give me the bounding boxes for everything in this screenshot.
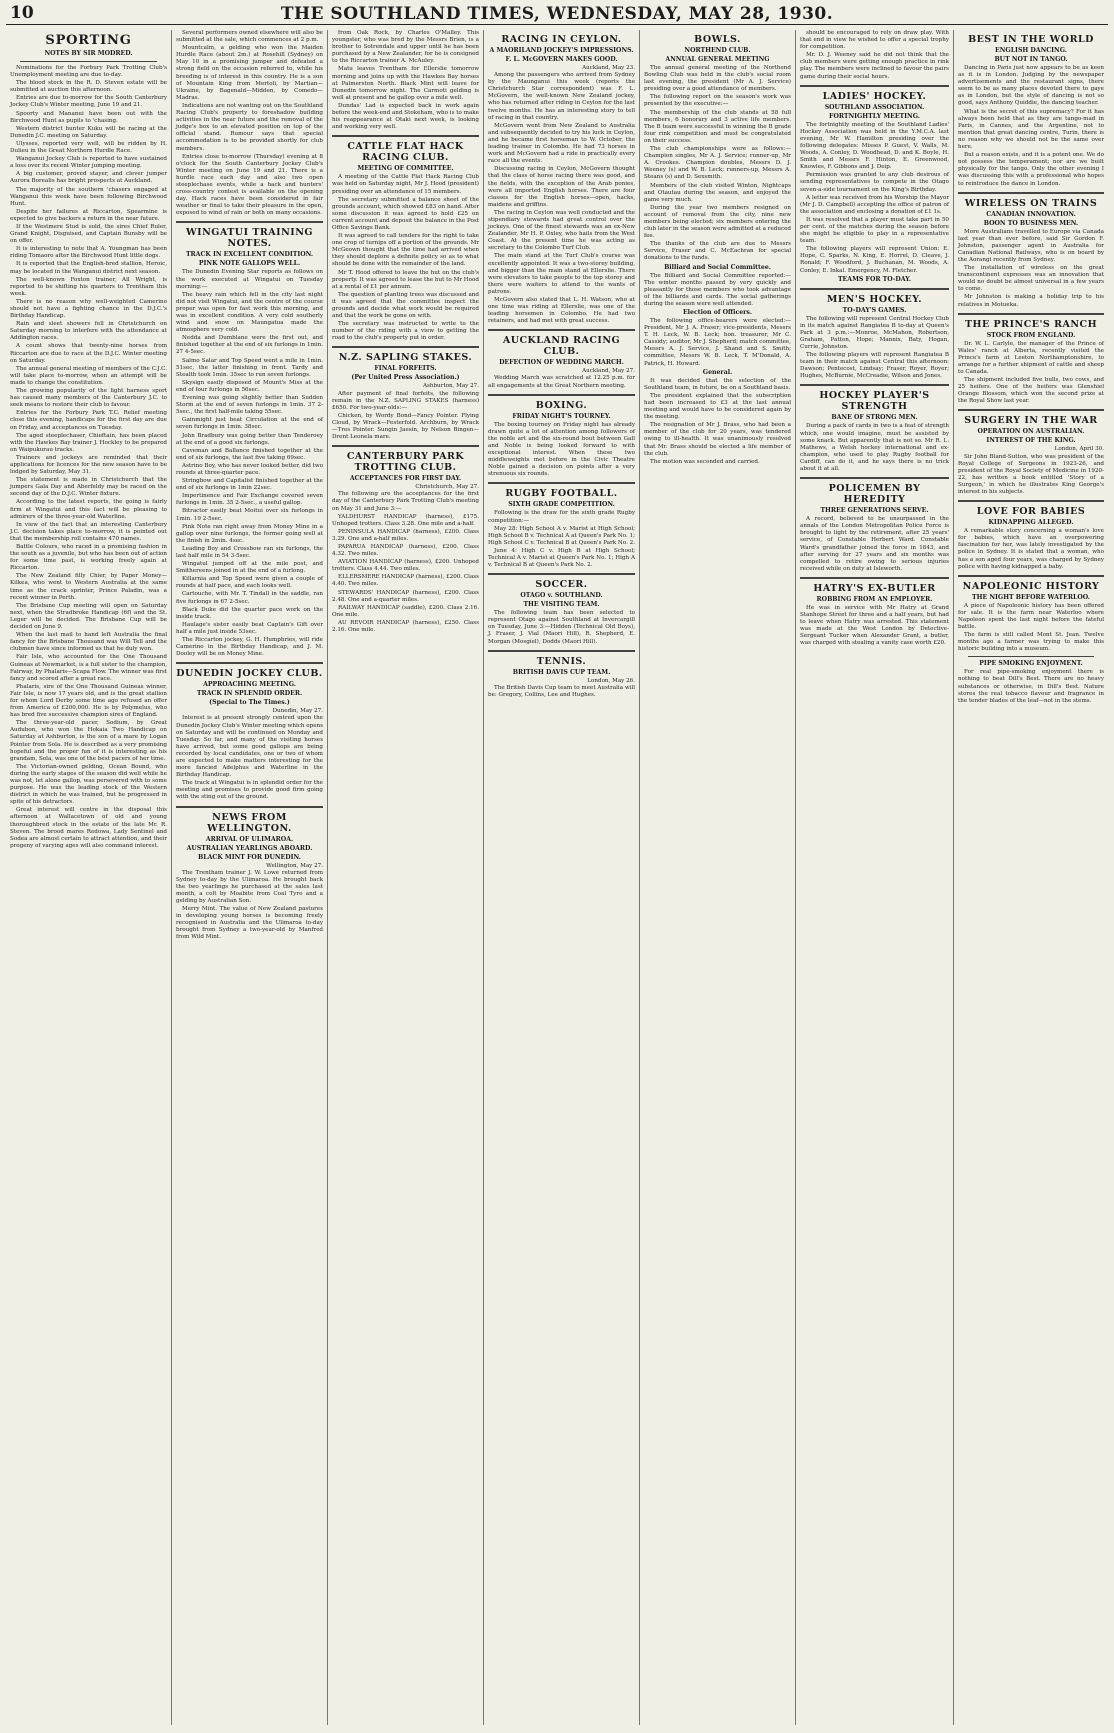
paragraph: Cartouche, with Mr. T. Tindall in the saddle, ran five furlongs in 67 2-5sec.: [176, 591, 323, 605]
paragraph: The question of planting trees was discussed and it was agreed that the committee inspect the grounds and decide what work would be required and that the work be gone on with.: [332, 291, 479, 320]
article-body: [332, 391, 479, 442]
dateline: Dunedin, May 27.: [272, 708, 323, 715]
subhead: THREE GENERATIONS SERVE.: [820, 507, 929, 515]
subhead: APPROACHING MEETING.: [203, 681, 296, 689]
subhead: OPERATION ON AUSTRALIAN.: [977, 428, 1085, 436]
subhead: ENGLISH DANCING.: [995, 47, 1067, 54]
paragraph: Battle Colours, who raced in a promising fashion in the south as a juvenile, but who has been out of action for some time past, is working freely again at Riccarton.: [10, 544, 167, 572]
paragraph: Nedda and Dumblane were the first out, and finished together at the end of six furlongs in 1min. 27 4-5sec.: [176, 335, 323, 356]
article-body: [488, 72, 635, 325]
paragraph: The following team has been selected to represent Otago against Southland at Invercargill on Tuesday, June 3:—Hidden (Technical Old Boys), J. Fraser, J. Vial (Maori Hill), R. Shepherd, E. Morgan (Mosgiel), Dodds (Maori Hill).: [488, 610, 635, 645]
column-4: [484, 30, 640, 1725]
dateline: London, April 30.: [1054, 446, 1104, 453]
subhead: F. L. McGOVERN MAKES GOOD.: [505, 56, 618, 63]
subhead: ARRIVAL OF ULIMAROA.: [205, 835, 294, 843]
paragraph: The track at Wingatui is in splendid order for the meeting and promises to provide good firm going with the sting out of the ground.: [176, 780, 323, 801]
headline-dunedin: DUNEDIN JOCKEY CLUB.: [176, 668, 323, 680]
paragraph: May 28: High School A v. Marist at High School; High School B v. Technical A at Queen's Park No. 1; High School C v. Technical B at Queen's Park No. 2.: [488, 525, 635, 546]
special-note: (Special to The Times.): [209, 699, 290, 707]
paragraph: AU REVOIR HANDICAP (harness), £250. Class 2.16. One mile.: [332, 619, 479, 633]
subhead: TRACK IN EXCELLENT CONDITION.: [185, 251, 314, 259]
dateline: Auckland, May 23.: [582, 65, 635, 71]
paragraph: The following are the acceptances for the first day of the Canterbury Park Trotting Club's meeting on May 31 and June 3:—: [332, 491, 479, 512]
subhead: TEAMS FOR TO-DAY.: [837, 275, 912, 283]
paragraph: John Bradbury was going better than Tenderoey at the end of a good six furlongs.: [176, 432, 323, 446]
article-body: [958, 454, 1104, 497]
subhead: DEFECTION OF WEDDING MARCH.: [499, 359, 624, 367]
paragraph: There is no reason why well-weighted Camerino should not have a fighting chance in the D.J.C.'s Birthday Handicap.: [10, 298, 167, 320]
paragraph: According to the latest reports, the going is fairly firm at Wingatui and this fact will be pleasing to admirers of the three-year-old Waterline.: [10, 499, 167, 520]
paragraph: If the Westmere Stud is sold, the sires Chief Ruler, Grand Knight, Disguised, and Captain Bunsby will be on offer.: [10, 223, 167, 245]
paragraph: It was resolved that a player must take part in 50 per cent. of the matches during the season before she might be eligible to play in a representative team.: [800, 216, 949, 245]
paragraph: The New Zealand filly Chier, by Paper Money—Kilkea, who went to Western Australia at the same time as the crack sprinter, Prince Paladin, was a recent winner in Perth.: [10, 573, 167, 601]
paragraph: Astrino Boy, who has never looked better, did two rounds at three-quarter pace.: [176, 462, 323, 476]
paragraph: from Oak Rock, by Charles O'Malley. This youngster, who was bred by the Messrs Brien, is a brother to Sotrendale and upper until he has been purchased by a New Zealander, for he is consigned to the Riccarton trainer A. McAuley.: [332, 30, 479, 65]
paragraph: Evening was going slightly better than Sudden Storm at the end of seven furlongs in 1min. 37 2-5sec., the first half-mile taking 55sec.: [176, 395, 323, 416]
article-body: [644, 65, 791, 263]
paragraph: It was agreed to call tenders for the right to take one crop of turnips off a portion of the grounds. Mr McGeown thought that the time had arrived when they should deplore a definite policy so as to what should be done with the remainder of the land.: [332, 233, 479, 268]
byline: NOTES BY SIR MODRED.: [44, 50, 133, 57]
subhead: TO-DAY'S GAMES.: [842, 306, 907, 314]
paragraph: STEWARDS' HANDICAP (harness), £200. Class 2.48. One and a-quarter miles.: [332, 589, 479, 603]
subhead: NORTHEND CLUB.: [684, 47, 751, 54]
column-1: [6, 30, 172, 1725]
article-body: [958, 229, 1104, 309]
column-6: [796, 30, 954, 1725]
headline-best-in-world: BEST IN THE WORLD: [968, 34, 1094, 45]
paragraph: The majority of the southern 'chasers engaged at Wanganui this week have been following Birchwood Hunt.: [10, 186, 167, 207]
headline-love-for-babies: LOVE FOR BABIES: [976, 506, 1086, 518]
paragraph: Fair Isle, who accounted for the One Thousand Guineas at Newmarket, is a full sister to the champion, Fairway, by Phalaris—Scapa Flow. The winner was first fancy and scored after a great race.: [10, 654, 167, 682]
subhead: TRACK IN SPLENDID ORDER.: [196, 690, 303, 698]
article-body: [800, 423, 949, 473]
column-5: [640, 30, 796, 1725]
paragraph: Leading Boy and Crossbow ran six furlongs, the last half mile in 54 3-5sec.: [176, 545, 323, 559]
paragraph: Dancing in Paris just now appears to be as keen as it is in London. Judging by the newspaper advertisements and the restaurant signs, there seem to be as many places devoted there to gaye as in London, but the style of dancing is not so good, says Anthony Quiddie, the dancing teacher.: [958, 65, 1104, 107]
article-body: [488, 510, 635, 569]
paragraph: Black Duke did the quarter pace work on the inside track.: [176, 606, 323, 620]
divider: [800, 384, 949, 386]
paragraph: The aged steeplechaser, Chieftain, has been placed with the Hawkes Bay trainer J. Hockley to be prepared on Waipukurau tracks.: [10, 432, 167, 453]
divider: [176, 221, 323, 223]
section-heading-sporting: SPORTING: [45, 33, 132, 48]
paragraph: The following office-bearers were elected:—President, Mr J. A. Fraser; vice-presidents, Messrs T. H. Leck, W. B. Leck; hon. treasurer, Mr C. Cassidy; auditor, Mr J. Shepherd; match committee, Messrs A. J. Service, J. Shand and S. Smith; committee, Messrs W. B. Leck, T. M'Donald, A. Patrick, H. Howard.: [644, 318, 791, 367]
advert-body: [958, 669, 1104, 704]
paragraph: The resignation of Mr J. Brass, who had been a member of the club for 20 years, was tendered owing to ill-health. It was unanimously resolved that Mr. Brass should be elected a life member of the club.: [644, 422, 791, 457]
paragraph: PAPARUA HANDICAP (harness), £200. Class 4.32. Two miles.: [332, 543, 479, 558]
paragraph: Nominations for the Forbury Park Trotting Club's Unemployment meeting are due to-day.: [10, 65, 167, 79]
paragraph: Gainmight just beat Circulation at the end of seven furlongs in 1min. 38sec.: [176, 417, 323, 431]
paragraph: Western district hunter Kuku will be racing at the Dunedin J.C. meeting on Saturday.: [10, 125, 167, 139]
article-body: [644, 318, 791, 368]
paragraph: Following is the draw for the sixth grade Rugby competition:—: [488, 510, 635, 524]
subhead: ACCEPTANCES FOR FIRST DAY.: [349, 475, 462, 483]
article-body: [958, 65, 1104, 188]
paragraph: Caveman and Ballance finished together at the end of six furlongs, the last five taking 69sec.: [176, 447, 323, 461]
page-number: 10: [10, 3, 34, 23]
paragraph: When the last mail to hand left Australia the final fancy for the Brisbane Thousand was Will Tell and the clubmen have since informed us that he duly won.: [10, 632, 167, 653]
paragraph: Spoorty and Mananui have been out with the Birchwood Hunt as pupils to 'chasing.: [10, 110, 167, 124]
paragraph: A meeting of the Cattle Flat Hack Racing Club was held on Saturday night, Mr J. Hood (president) presiding over an attendance of 15 members.: [332, 174, 479, 195]
paragraph: Impertinence and Fair Exchange covered seven furlongs in 1min. 35 2-5sec., a useful gallop.: [176, 493, 323, 507]
article-body: [958, 528, 1104, 571]
article-body: [488, 685, 635, 699]
press-note: (Per United Press Association.): [351, 374, 460, 382]
paragraph: During the year two members resigned on account of removal from the city, nine new members being elected; six members entering the club later in the season were admitted at a reduced fee.: [644, 204, 791, 240]
paragraph: McGovern also stated that L. H. Watson, who at one time was riding at Ellerslie, was one of the leading horsemen in Colombo. He had two retainers, and had met with great success.: [488, 297, 635, 325]
paragraph: Among the passengers who arrived from Sydney by the Maunganui this week (reports the Christchurch Star correspondent) was F. L. McGovern, the well-known New Zealand jockey, who has returned after riding in Ceylon for the last twelve months. He has an interesting story to tell of racing in that country.: [488, 72, 635, 121]
paragraph: What is the secret of this supremacy? For it has always been held that as they are tango-mad in Paris, in Cannes, and the Argentine, not to mention that great dancing centre, Turin, there is no reason why we should not be the same over here.: [958, 108, 1104, 151]
paragraph: Dr. W. L. Carlyle, the manager of the Prince of Wales' ranch at Alberta, recently visited the Prince's farm at Leeton Northamptonshire, to arrange for a further shipment of cattle and sheep to Canada.: [958, 340, 1104, 375]
article-body: [800, 30, 949, 81]
divider: [20, 61, 157, 62]
paragraph: The three-year-old pacer, Sodium, by Great Audubon, who won the Hokaia Two Handicap on Saturday at Ashburton, is the son of a mare by Logan Pointer from Sola. He is described as a very promising hopeful and the proper fun of it is interesting as his grandam, Sola, was one of the best pacers of her time.: [10, 720, 167, 762]
headline-rugby: RUGBY FOOTBALL.: [505, 488, 618, 500]
article-body: [332, 174, 479, 342]
headline-soccer: SOCCER.: [535, 579, 588, 591]
paragraph: The following players will represent Union: E. Hope, C. Sparks, N. King, E. Horrel, D. Cleave, J. Ronald; F. Woodford, J. Buchanan, M. Woods, A. Conley, E. Inkal. Emergency, M. Fletcher.: [800, 246, 949, 274]
paragraph: The secretary submitted a balance sheet of the grounds account, which showed £83 on hand. After some discussion it was agreed to hold £25 on current account and deposit the balance in the Post Office Savings Bank.: [332, 196, 479, 231]
divider: [800, 85, 949, 87]
paragraph: The membership of the club stands at 58 full members, 6 honorary and 3 active life members. The B team were successful in winning the B grade four rink competition and must be congratulated on their success.: [644, 109, 791, 144]
paragraph: The following players will represent Rangiatea B team in their match against Central this afternoon: Dawson; Pentecost, Lindsay; Fraser, Royer, Royer; Hughes, McBurnie, McCreadie, Wilson and Jones.: [800, 352, 949, 380]
divider: [488, 650, 635, 652]
paragraph: After payment of final forfeits, the following remain in the N.Z. SAPLING STAKES (harness) £650. For two-year-olds:—: [332, 390, 479, 411]
column-3: [328, 30, 484, 1725]
headline-auckland-racing: AUCKLAND RACING CLUB.: [502, 335, 621, 358]
article-body: [176, 870, 323, 942]
headline-hockey-strength: HOCKEY PLAYER'S STRENGTH: [819, 390, 930, 413]
paragraph: The British Davis Cup team to meet Australia will be: Gregory, Collins, Lee and Hughes.: [488, 684, 635, 698]
paragraph: Rain and sleet showers fell in Christchurch on Saturday morning to interfere with the attendance at Addington races.: [10, 321, 167, 342]
paragraph: More Australians travelled to Europe via Canada last year than ever before, said Sir Gordon F. Johnston, passenger agent in Australia for Canadian National Railways, who is on board by the Aorangi recently from Sydney.: [958, 228, 1104, 263]
paragraph: Chicken, by Wordy Bond—Fancy Pointer. Flying Cloud, by Wrack—Festerfold. Archburn, by Wrack—Tres Pointer. Sungin Jaesin, by Nelson Bingen—Drent Leonela mare.: [332, 412, 479, 441]
article-body: [800, 122, 949, 275]
article-body: [488, 422, 635, 479]
divider: [800, 577, 949, 579]
paragraph: The installation of wireless on the great transcontinent expresses was an innovation that would no doubt be almost universal in a few years to come.: [958, 265, 1104, 293]
divider: [958, 575, 1104, 577]
subhead: Billiard and Social Committee.: [664, 263, 771, 271]
subhead: General.: [702, 368, 733, 376]
paragraph: Entries for the Forbury Park T.C. Relief meeting close this evening, handicaps for the first day are due on Friday, and acceptances on Tuesday.: [10, 410, 167, 431]
paragraph: McGovern went from New Zealand to Australia and subsequently decided to try his luck in Ceylon, and he became first horseman to W. October, the leading trainer in Colombo. He had 73 horses in work and McGovern had a ride in practically every race all the events.: [488, 122, 635, 165]
column-7: [954, 30, 1108, 1725]
paragraph: The blood stock in the R. D. Steven estate will be submitted at auction this afternoon.: [10, 80, 167, 94]
paragraph: The motion was seconded and carried.: [650, 458, 760, 465]
article-body: [332, 30, 479, 131]
paragraph: The annual general meeting of the Northend Bowling Club was held in the club's social room last evening, the president (Mr A. J. Service) presiding over a good attendance of members.: [644, 65, 791, 93]
headline-surgery: SURGERY IN THE WAR: [964, 415, 1098, 427]
article-body: [958, 603, 1104, 654]
headline-sapling-stakes: N.Z. SAPLING STAKES.: [338, 352, 473, 364]
subhead: BRITISH DAVIS CUP TEAM.: [512, 668, 611, 676]
paragraph: The heavy rain which fell in the city last night did not visit Wingatui, and the centre of the course proper was open for fast work this morning, and was in excellent condition. A very cold southerly wind and snow on Maungatua made the atmosphere very cold.: [176, 291, 323, 334]
paragraph: The annual general meeting of members of the C.J.C. will take place to-morrow, when an attempt will be made to change the constitution.: [10, 365, 167, 386]
article-body: [800, 605, 949, 648]
paragraph: Wingatul jumped off at the mile post, and Smithereens joined in at the end of a furlong.: [176, 561, 323, 575]
divider: [176, 806, 323, 808]
paragraph: June 4: High C v. High B at High School; Technical A v. Marist at Queen's Park No. 1; High A v. Technical B at Queen's Park No. 2.: [488, 547, 635, 569]
paragraph: The secretary was instructed to write to the number of the riding with a view to getting the road to the club's property put in order.: [332, 321, 479, 342]
subhead: BOON TO BUSINESS MEN.: [983, 219, 1079, 227]
paragraph: The shipment included five bulls, two cows, and 25 heifers. One of the heifers was Glenshiel Orange Blossom, which won the second prize at the Royal Show last year.: [958, 377, 1104, 405]
paragraph: should be encouraged to rely on draw play. With that end in view he wished to offer a special trophy for competition.: [800, 30, 949, 51]
paragraph: Phalaris, sire of the One Thousand Guineas winner, Fair Isle, is now 17 years old, and is the great stallion for whom Lord Derby some time ago refused an offer from America of £200,000. He is by Polymelus, who has bred five successive champion sires of England.: [10, 683, 167, 719]
paragraph: A big customer, proved stayer, and clever jumper Aurora Borealis has bright prospects at Auckland.: [10, 171, 167, 185]
paragraph: Wedding March was scratched at 12.25 p.m. for all engagements at the Great Northern meeting.: [488, 375, 635, 389]
divider: [332, 346, 479, 348]
paragraph: Mountcalm, a gelding who won the Maiden Hurdle Race (about 2m.) at Rosehill (Sydney) on May 10 in a promising jumper and defeated a strong field on the occasion referred to, while his breeding is of interest in this country. He is a son of Mountain King from Mertoli, by Martian—Ukraine, by Bagenald—Midden, by Comedo—Madras.: [176, 45, 323, 101]
masthead: [6, 2, 1108, 25]
paragraph: Wanganui Jockey Club is reported to have sustained a loss over its recent Winter jumping meeting.: [10, 156, 167, 170]
dateline: Auckland, May 27.: [582, 368, 635, 375]
paragraph: RAILWAY HANDICAP (saddle), £200. Class 2.16. One mile.: [332, 604, 479, 618]
paragraph: A record, believed to be unsurpassed in the annals of the London Metropolitan Police Force is brought to light by the retirement, after 25 years' service, of Constable Herbert Ward. Constable Ward's grandfather joined the force in 1843, and after serving for 27 years and six months was compelled to retire owing to serious injuries received while on duty at Isleworth.: [800, 516, 949, 572]
paragraph: Entries close to-morrow (Thursday) evening at 8 o'clock for the South Canterbury Jockey Club's Winter meeting on June 19 and 21. There is a hurdle race each day and also two open steeplechase events, while a hack and hunters' cross-country contest is available on the opening day. Hack races have been considered in fair weather or final to take their pleasure in the open, exposed to wind of rain or both on many occasions.: [176, 153, 323, 217]
divider: [332, 445, 479, 447]
divider: [488, 329, 635, 331]
article-body: [644, 273, 791, 308]
paragraph: ELLERSMERE HANDICAP (harness), £200. Class 4.40. Two miles.: [332, 574, 480, 588]
paragraph: The Billiard and Social Committee reported:—The winter months passed by very quickly and pleasantly for those members who took advantage of the billiards and cards. The social gatherings during the season were well attended.: [644, 272, 791, 307]
divider: [958, 500, 1104, 502]
article-body: [958, 341, 1104, 406]
subhead: STOCK FROM ENGLAND.: [986, 331, 1076, 339]
paragraph: Interest is at present strongly centred upon the Dunedin Jockey Club's Winter meeting which opens on Saturday and will be continued on Monday and Tuesday. So far, and many of the visiting horses have arrived, but some good gallops are being recorded by local candidates, one or two of whom are expected to make matters interesting for the more fancied Adelphus and Waterline in the Birthday Handicap.: [176, 715, 323, 779]
paragraph: The thanks of the club are due to Messrs Service, Fraser and C. McEachran for special donations to the funds.: [644, 241, 791, 262]
headline-wingatui: WINGATUI TRAINING NOTES.: [185, 227, 314, 250]
paragraph: Despite her failures at Riccarton, Spearmine is expected to give backers a return in the near future.: [10, 208, 167, 222]
headline-cattle-flat: CATTLE FLAT HACK RACING CLUB.: [347, 141, 464, 164]
paragraph: Ulysses, reported very well, will be ridden by H. Dulieu in the Great Northern Hurdle Race.: [10, 140, 167, 155]
advert-heading: PIPE SMOKING ENJOYMENT.: [979, 660, 1083, 668]
dateline: Wellington, May 27.: [266, 862, 323, 869]
paragraph: PENINSULA HANDICAP (harness), £200. Class 3.29. One and a-half miles.: [332, 528, 479, 542]
column-2: [172, 30, 328, 1725]
headline-racing-ceylon: RACING IN CEYLON.: [501, 34, 622, 45]
subhead: SIXTH GRADE COMPETITION.: [508, 501, 615, 509]
subhead: BUT NOT IN TANGO.: [994, 56, 1068, 63]
paragraph: The Victorian-owned gelding, Ocean Bound, who during the early stages of the season did well while he was not, let alone gallop, was persevered with to some purpose. He was the leading stock of the Western district in which he was trained, but he progressed in spite of his detractors.: [10, 763, 167, 806]
paragraph: During a pack of cards in two is a feat of strength which, one would imagine, must be assisted by some knack. But apparently that is not so. Mr R. L. Mathews, a Welsh hockey international and ex-champion, who used to play Rugby football for Cardiff, can do it, and he says there is no trick about it at all.: [800, 423, 949, 473]
headline-canterbury-park: CANTERBURY PARK TROTTING CLUB.: [346, 451, 465, 474]
paragraph: Pink Note ran right away from Money Mine in a gallop over nine furlongs, the former going well at the finish in 2min. 4sec.: [176, 523, 323, 544]
divider: [968, 656, 1094, 657]
paragraph: The farm is still called Mont St. Jean. Twelve months ago a farmer was trying to make this historic building into a museum.: [958, 632, 1104, 653]
article-body: [332, 491, 479, 634]
subhead: Election of Officers.: [682, 309, 753, 316]
article-body: [488, 375, 635, 389]
paragraph: The racing in Ceylon was well conducted and the stipendiary stewards had great control over the jockeys. One of the finest stewards was an ex-New Zealander, Mr H. P. Oxley, who hails from the West Coast. At the present time he was acting as secretary to the Colombo Turf Club.: [488, 209, 635, 252]
article-body: [800, 516, 949, 573]
subhead: FORTNIGHTLY MEETING.: [829, 112, 920, 120]
subhead: FINAL FORFEITS.: [374, 365, 437, 373]
subhead: PINK NOTE GALLOPS WELL.: [198, 260, 301, 268]
subhead: ROBBING FROM AN EMPLOYER.: [816, 595, 933, 603]
divider: [958, 409, 1104, 411]
paragraph: The statement is made in Christchurch that the jumpers Gala Day and Aberfeldy may be raced on the second day of the D.J.C. Winter fixture.: [10, 477, 167, 498]
paragraph: Dundas' Lad is expected back in work again before the week-end and Stokeham, who is to make his reappearance at Otaki next week, is looking and working very well.: [332, 102, 479, 131]
paragraph: Bitractor easily beat Moitui over six furlongs in 1min. 19 2-5sec.: [176, 508, 323, 522]
paragraph: AVIATION HANDICAP (harness), £200. Unhoped trotters. Class 4.44. Two miles.: [332, 559, 479, 573]
subhead: KIDNAPPING ALLEGED.: [988, 519, 1074, 527]
dateline: Christchurch, May 27.: [415, 484, 479, 491]
subhead: THE VISITING TEAM.: [523, 601, 600, 609]
paragraph: Skysign easily disposed of Mount's Miss at the end of four furlongs in 56sec.: [176, 379, 323, 393]
paragraph: The following will represent Central Hockey Club in its match against Rangiatea B to-day at Queen's Park at 3 p.m.:—Monroe, McMahon, Robertson, Graham, Patton, Hope; Mannix, Baty, Hogan, Currie, Johnston.: [800, 315, 949, 350]
article-body: [488, 610, 635, 645]
article-body: [176, 30, 323, 217]
paragraph: The main stand at the Turf Club's course was excellently appointed. It was a two-storey building, and bigger than the main stand at Ellerslie. There were elevators to take people to the top storey and there were waiters to attend to the wants of patrons.: [488, 253, 635, 295]
headline-bowls: BOWLS.: [694, 34, 741, 45]
subhead: ANNUAL GENERAL MEETING: [665, 56, 770, 63]
headline-mens-hockey: MEN'S HOCKEY.: [826, 293, 923, 305]
subhead: MEETING OF COMMITTEE.: [357, 165, 454, 173]
paragraph: Merry Mint. The value of New Zealand pastures in developing young horses is becoming freely recognised in Australia and the Ulimaroa to-day brought from Sydney a two-year-old by Manfred from Wild Mint.: [176, 906, 323, 941]
paragraph: The Trentham trainer J. W. Lowe returned from Sydney to-day by the Ulimaroa. He brought back the two yearlings he purchased at the sales last month, a colt by Moabite from Coal Tyro and a gelding by Australian Son.: [176, 869, 323, 904]
divider: [958, 192, 1104, 194]
headline-boxing: BOXING.: [535, 399, 588, 411]
paragraph: The following report on the season's work was presented by the executive:—: [644, 94, 791, 108]
paragraph: A count shows that twenty-nine horses from Riccarton are due to race at the D.J.C. Winter meeting on Saturday.: [10, 343, 167, 364]
paragraph: Several performers owned elsewhere will also be submitted at the sale, which commences at 2 p.m.: [176, 30, 323, 44]
paragraph: The growing popularity of the light harness sport has caused many members of the Canterbury J.C. to seek means to restore their club to favour.: [10, 388, 167, 409]
paragraph: Permission was granted to any club desirous of sending representatives to compete in the Otago seven-a-side tournament on the King's Birthday.: [800, 172, 949, 193]
paragraph: Matu leaves Trentham for Ellerslie tomorrow morning and joins up with the Hawkes Bay horses at Palmerston North. Black Mint will leave for Dunedin tomorrow night. The Carmoti gelding is well at present and he gallop over a mile well.: [332, 66, 479, 101]
subhead: SOUTHLAND ASSOCIATION.: [824, 103, 925, 111]
subhead: OTAGO v. SOUTHLAND.: [520, 592, 603, 600]
paragraph: Great interest will centre in the disposal this afternoon at Wallacetown of old and young thoroughbred stock in the estate of the late Mr. R. Steven. The brood mares Redowa, Lady Sentinel and Sodea are almost certain to attract attention, and their progeny of varying ages will also command interest.: [10, 807, 167, 849]
paragraph: Mr. D. J. Weeney said he did not think that the club members were getting enough practice in rink play. The members were inclined to favour the pairs game during their social hours.: [800, 52, 949, 80]
paragraph: Stringbow and Capitalist finished together at the end of six furlongs in 1min 22sec.: [176, 478, 323, 492]
headline-ladies-hockey: LADIES' HOCKEY.: [822, 90, 927, 102]
paragraph: Members of the club visited Winton, Nightcaps and Otautau during the season, and enjoyed the game very much.: [644, 182, 791, 203]
headline-wireless: WIRELESS ON TRAINS: [964, 197, 1098, 209]
paragraph: The well-known Foxton trainer, All Wright, is reported to be shifting his quarters to Trentham this week.: [10, 276, 167, 297]
paragraph: The Dunedin Evening Star reports as follows on the work executed at Wingatui on Tuesday morning:—: [176, 269, 323, 290]
paragraph: Salmo Salar and Top Speed went a mile in 1min. 51sec, the latter finishing in front. Tardy and Stealth took 1min. 35sec to run seven furlongs.: [176, 357, 323, 378]
subhead: CANADIAN INNOVATION.: [986, 210, 1076, 218]
paragraph: In view of the fact that an interesting Canterbury J.C. decision takes place to-morrow, it is pointed out that the membership roll contains 470 names.: [10, 521, 167, 542]
divider: [800, 288, 949, 290]
headline-policemen: POLICEMEN BY HEREDITY: [828, 483, 921, 506]
subhead: A MAORILAND JOCKEY'S IMPRESSIONS.: [489, 47, 634, 54]
subhead: AUSTRALIAN YEARLINGS ABOARD.: [186, 844, 313, 852]
paragraph: The boxing tourney on Friday night has already drawn quite a lot of attention among followers of the noble art and the six-round bout between Gall and Noble is being looked forward to with exceptional interest. When these two middleweights met before in the Civic Theatre Noble gained a decision on points after a very strenuous six rounds.: [488, 421, 635, 478]
subhead: FRIDAY NIGHT'S TOURNEY.: [512, 412, 611, 420]
subhead: BLACK MINT FOR DUNEDIN.: [198, 853, 301, 861]
divider: [176, 662, 323, 664]
paragraph: The president explained that the subscription had been increased to £3 at the last annual meeting and would have to be considered again by the meeting.: [644, 392, 791, 421]
divider: [488, 573, 635, 575]
subhead: THE NIGHT BEFORE WATERLOO.: [972, 593, 1090, 601]
article-body: [10, 65, 167, 850]
dateline: London, May 26.: [587, 677, 635, 684]
article-body: [176, 715, 323, 801]
paragraph: He was in service with Mr Hatry at Grand Stanhope Street for three and a half years, but had to leave when Hatry was arrested. This statement was made at the West London by Detective-Sergeant Tucker when Alexander Grant, a butler, was charged with stealing a vanity case worth £20.: [800, 604, 949, 647]
headline-wellington: NEWS FROM WELLINGTON.: [207, 811, 292, 834]
paragraph: It is interesting to note that A. Youngman has been riding Tomaoro after the Birchwood Hunt little dogs.: [10, 246, 167, 260]
paragraph: Entries are due to-morrow for the South Canterbury Jockey Club's Winter meeting, June 19 and 21.: [10, 95, 167, 109]
paragraph: The fortnightly meeting of the Southland Ladies' Hockey Association was held in the Y.M.C.A. last evening, Mr W. Hamilton presiding over the following delegates: Misses P. Guest, V. Walls, M. Woods, A. Conley, D. Woodhead, D. and K. Boyle, H. Smith and Messrs F. Hinton, E. Greenwood, Knowles, F. Gibbons and J. Deip.: [800, 121, 949, 171]
dateline: Ashburton, May 27.: [422, 383, 479, 390]
subhead: BANE OF STRONG MEN.: [831, 414, 918, 422]
paragraph: Sir John Bland-Sutton, who was president of the Royal College of Surgeons in 1923-26, and president of the Royal Society of Medicine in 1920-22, has written a book entitled 'Story of a Surgeon,' in which he illustrates King George's interest in his subjects.: [958, 453, 1104, 496]
paragraph: It is reported that the English-bred stallion, Heroic, may be located in the Wanganui district next season.: [10, 261, 167, 275]
paragraph: It was decided that the selection of the Southland team, in future, be on a Southland basis.: [644, 377, 791, 391]
paragraph: Mr T. Hood offered to leave the hut on the club's property. It was agreed to lease the hut to Mr Hood at a rental of £1 per annum.: [332, 269, 479, 290]
paragraph: Killarnia and Top Speed were given a couple of rounds at half pace, and each looks well.: [176, 576, 323, 590]
article-body: [176, 269, 323, 658]
paragraph: Mr Johnston is making a holiday trip to his relatives in Motueka.: [958, 294, 1104, 308]
divider: [958, 313, 1104, 315]
newspaper-title: THE SOUTHLAND TIMES, WEDNESDAY, MAY 28, 1930.: [280, 4, 834, 24]
paragraph: For real pipe-smoking enjoyment there is nothing to beat Dill's Best. There are no heavy substances or otherwise, in Dill's Best. Nature stores the real tobacco flavour and fragrance in the tender blades of the leaf—not in the stems.: [958, 669, 1104, 704]
paragraph: Discussing racing in Ceylon, McGovern thought that the class of horse racing there was good, and the fields, with the exception of the Arab ponies, were all imported English horses. There are four classes for the English horses—open, hacks, maidens and griffins.: [488, 166, 635, 208]
paragraph: A piece of Napoleonic history has been offered for sale. It is the farm near Waterloo where Napoleon spent the last night before the fateful battle.: [958, 602, 1104, 630]
headline-napoleonic: NAPOLEONIC HISTORY: [962, 580, 1100, 592]
paragraph: Trainers and jockeys are reminded that their applications for licences for the new season have to be lodged by Saturday, May 31.: [10, 454, 167, 476]
paragraph: A remarkable story concerning a woman's love for babies, which have an overpowering fascination for her, was lately investigated by the police in Sydney. It is stated that a woman, who has a son aged four years, was charged by Sydney police with having kidnapped a baby.: [958, 528, 1104, 570]
paragraph: But a reason exists, and it is a potent one. We do not possess the temperament; nor are we built physically for the tango. Only the other evening I was discussing this with a professional who hopes to reintroduce the dance in London.: [958, 152, 1104, 187]
divider: [332, 135, 479, 137]
headline-tennis: TENNIS.: [536, 655, 587, 667]
paragraph: The Riccarton jockey, G. H. Humphries, will ride Camerino in the Birthday Handicap, and J. M. Dooley will be on Money Mine.: [176, 637, 323, 658]
paragraph: Haulage's sister easily beat Captain's Gift over half a mile just inside 53sec.: [176, 621, 323, 635]
paragraph: A letter was received from his Worship the Mayor (Mr J. D. Campbell) accepting the office of patron of the association and enclosing a donation of £1 1s.: [800, 194, 949, 215]
divider: [488, 394, 635, 396]
headline-hatry: HATRY'S EX-BUTLER: [813, 582, 936, 594]
article-body: [644, 378, 791, 466]
headline-princes-ranch: THE PRINCE'S RANCH: [964, 318, 1098, 330]
subhead: INTEREST OF THE KING.: [986, 437, 1076, 445]
paragraph: The Brisbane Cup meeting will open on Saturday next, when the Stradbroke Handicap (6f) and the St. Leger will be decided. The Brisbane Cup will be decided on June 9.: [10, 602, 167, 631]
divider: [800, 477, 949, 479]
article-body: [800, 316, 949, 381]
paragraph: YALDHURST HANDICAP (harness), £175. Unhoped trotters. Class 3.28. One mile and a-half.: [332, 513, 479, 527]
paragraph: Indications are not wanting out on the Southland Racing Club's property to foreshadow building activities in the near future and the removal of the judge's box to an elevated position on top of the official stand. Rumour says that special accommodation is to be provided shortly for club members.: [176, 102, 323, 152]
paragraph: The club championships were as follows:—Champion singles, Mr A. J. Service; runner-up, Mr A. Crookes. Champion doubles, Messrs D. J. Weeney (s) and W. B. Leck; runners-up, Messrs A. Steans (s) and D. Sexsmith.: [644, 146, 791, 181]
divider: [488, 482, 635, 484]
